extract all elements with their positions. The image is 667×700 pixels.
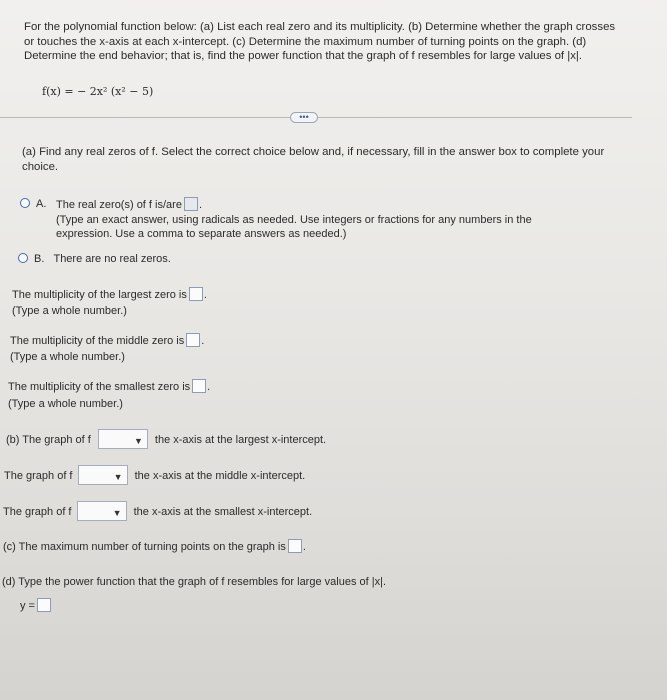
option-a-row: The real zero(s) of f is/are .	[56, 199, 202, 211]
option-a[interactable]	[20, 197, 46, 211]
option-a-hint: (Type an exact answer, using radicals as needed. Use integers or fractions for any numbers in the expression. Use a comma to separate answers as needed.)	[56, 214, 532, 240]
smallest-multiplicity-box[interactable]	[192, 379, 206, 393]
power-function-box[interactable]	[37, 598, 51, 612]
part-c-row: (c) The maximum number of turning points on the graph is .	[3, 541, 306, 553]
part-a-prompt: (a) Find any real zeros of f. Select the correct choice below and, if necessary, fill in the answer box to complete your choice.	[22, 146, 605, 173]
chevron-down-icon: ▼	[113, 472, 123, 482]
part-b-line1-prefix: (b) The graph of f	[6, 434, 91, 446]
turning-points-box[interactable]	[288, 539, 302, 553]
largest-intercept-dropdown[interactable]	[98, 429, 148, 449]
option-b[interactable]	[18, 252, 171, 266]
part-b-row-2	[4, 465, 305, 485]
largest-multiplicity-row: The multiplicity of the largest zero is .	[12, 289, 207, 301]
option-b-radio[interactable]	[18, 253, 28, 263]
chevron-down-icon: ▼	[133, 436, 143, 446]
question-intro: For the polynomial function below: (a) List each real zero and its multiplicity. (b) Determine whether the graph crosses or touches the x-axis at each x-intercept. (c) Determine the maximum number of turning points on the graph. (d) Determine the end behavior; that is, find the power function that the graph of f resembles for large values of |x|.	[24, 21, 616, 62]
middle-multiplicity-label: The multiplicity of the middle zero is	[10, 335, 185, 347]
smallest-intercept-dropdown[interactable]	[77, 501, 127, 521]
option-a-text: The real zero(s) of f is/are	[56, 199, 182, 211]
middle-multiplicity-hint: (Type a whole number.)	[10, 351, 125, 363]
largest-multiplicity-box[interactable]	[189, 287, 203, 301]
smallest-multiplicity-hint: (Type a whole number.)	[8, 398, 123, 410]
middle-intercept-dropdown[interactable]	[78, 465, 128, 485]
smallest-multiplicity-row: The multiplicity of the smallest zero is .	[8, 381, 211, 393]
option-b-letter: B.	[34, 253, 45, 265]
part-d-text: (d) Type the power function that the graph of f resembles for large values of |x|.	[2, 576, 386, 588]
part-b-row-3	[3, 501, 312, 521]
real-zeros-answer-box[interactable]	[184, 197, 198, 211]
largest-multiplicity-hint: (Type a whole number.)	[12, 305, 127, 317]
part-b-line1-suffix: the x-axis at the largest x-intercept.	[154, 434, 327, 446]
y-label: y =	[20, 600, 35, 612]
function-formula: f(x) = − 2x² (x² − 5)	[42, 85, 154, 98]
middle-multiplicity-box[interactable]	[186, 333, 200, 347]
option-a-radio[interactable]	[20, 198, 30, 208]
part-b-line3-suffix: the x-axis at the smallest x-intercept.	[133, 506, 313, 518]
part-b-line2-prefix: The graph of f	[4, 470, 73, 482]
part-b-row-1	[6, 429, 326, 449]
chevron-down-icon: ▼	[112, 508, 122, 518]
part-d-answer-row	[20, 598, 51, 613]
largest-multiplicity-label: The multiplicity of the largest zero is	[12, 289, 187, 301]
more-button[interactable]: •••	[290, 112, 318, 123]
option-a-letter: A.	[36, 198, 47, 210]
middle-multiplicity-row: The multiplicity of the middle zero is .	[10, 335, 205, 347]
smallest-multiplicity-label: The multiplicity of the smallest zero is	[8, 381, 191, 393]
part-c-text: (c) The maximum number of turning points on the graph is	[3, 541, 286, 553]
part-b-line2-suffix: the x-axis at the middle x-intercept.	[134, 470, 306, 482]
option-b-text: There are no real zeros.	[53, 253, 171, 265]
part-b-line3-prefix: The graph of f	[3, 506, 72, 518]
